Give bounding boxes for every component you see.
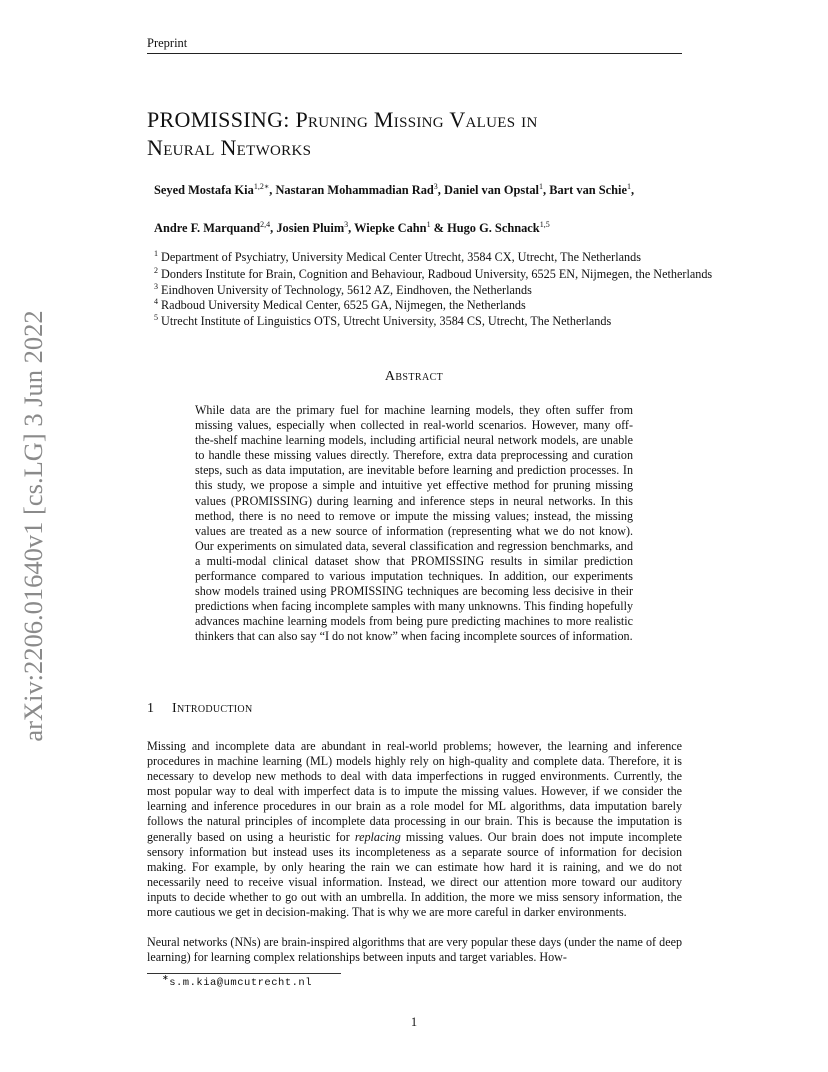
arxiv-stamp: arXiv:2206.01640v1 [cs.LG] 3 Jun 2022 bbox=[18, 310, 48, 742]
author-affil: 1,2 bbox=[253, 182, 264, 191]
abstract-heading: Abstract bbox=[384, 369, 444, 384]
page-number: 1 bbox=[410, 1015, 418, 1029]
author-affil: 3 bbox=[433, 182, 438, 191]
intro-paragraph-2: Neural networks (NNs) are brain-inspired algorithms that are very popular these days (under the name of deep learning) for learning complex relationships between inputs and target variables. How- bbox=[147, 935, 682, 965]
abstract-body: While data are the primary fuel for machine learning models, they often suffer from missing values, especially when collected in real-world scenarios. However, many off-the-shelf machine learning models, including artificial neural network models, are unable to handle these missing values directly. Therefore, extra data preprocessing and curation steps, such as data imputation, are inevitable before learning and prediction processes. In this study, we propose a simple and intuitive yet effective method for pruning missing values (PROMISSING) during learning and inference steps in neural networks. In this method, there is no need to remove or impute the missing values; instead, the missing values are treated as a new source of information (representing what we do not know). Our experiments on simulated data, several classification and regression benchmarks, and a multi-modal clinical dataset show that PROMISSING results in similar prediction performance compared to various imputation techniques. In addition, our experiments show models trained using PROMISSING techniques are becoming less decisive in their predictions when facing incomplete samples with many unknowns. This finding hopefully advances machine learning models from being pure predicting machines to more realistic thinkers that can also say “I do not know” when facing incomplete sources of information. bbox=[195, 403, 633, 644]
author-affil: 2,4 bbox=[260, 220, 271, 229]
title-line-2: Neural Networks bbox=[147, 135, 312, 160]
author-name: , Bart van Schie bbox=[543, 183, 627, 197]
author-name: & Hugo G. Schnack bbox=[430, 221, 540, 235]
paper-title bbox=[147, 106, 707, 162]
title-line-1: PROMISSING: Pruning Missing Values in bbox=[147, 107, 538, 132]
affiliation-text: Radboud University Medical Center, 6525 GA, Nijmegen, the Netherlands bbox=[161, 298, 526, 312]
header-rule bbox=[147, 53, 682, 54]
running-header: Preprint bbox=[147, 36, 188, 50]
affiliation bbox=[154, 298, 526, 313]
author-name: , Josien Pluim bbox=[270, 221, 345, 235]
corresponding-mark: ∗ bbox=[263, 182, 270, 191]
affiliation-number: 1 bbox=[154, 249, 158, 258]
author-sep: , bbox=[631, 183, 635, 197]
affiliation-text: Eindhoven University of Technology, 5612 AZ, Eindhoven, the Netherlands bbox=[161, 283, 532, 297]
intro-paragraph-1 bbox=[147, 739, 682, 920]
section-title: Introduction bbox=[172, 701, 253, 716]
author-affil: 3 bbox=[344, 220, 349, 229]
emphasis-text: replacing bbox=[354, 829, 401, 844]
author-line-1 bbox=[154, 183, 634, 198]
affiliation-number: 5 bbox=[154, 313, 158, 322]
section-number: 1 bbox=[147, 701, 154, 716]
paragraph-text: missing values. Our brain does not impute incomplete sensory information but instead uses its incompleteness as a separate source of information for decision making. For example, by only hearing the rain we can estimate how hard it is raining, and we do not necessarily need to receive visual information. Instead, we direct our attention more toward our auditory inputs to decide whether to go out with an umbrella. In addition, the more we miss sensory information, the more cautious we get in decision-making. That is why we are more careful in darker environments. bbox=[147, 829, 682, 920]
footnote-mark: ∗ bbox=[162, 973, 170, 982]
affiliation-number: 2 bbox=[154, 266, 158, 275]
author-name: , Wiepke Cahn bbox=[348, 221, 427, 235]
affiliation-number: 3 bbox=[154, 282, 158, 291]
affiliation bbox=[154, 267, 712, 282]
affiliation-text: Department of Psychiatry, University Medical Center Utrecht, 3584 CX, Utrecht, The Netherlands bbox=[161, 250, 641, 264]
paragraph-text: Missing and incomplete data are abundant in real-world problems; however, the learning and inference procedures in machine learning (ML) models highly rely on high-quality and complete data. Therefore, it is necessary to develop new methods to deal with data imperfections in rugged environments. Currently, the most popular way to deal with imperfect data is to impute the missing values. However, if we consider the learning and inference procedures in our brain as a role model for ML algorithms, data imputation barely follows the natural principles of incomplete data processing in our brain. This is because the imputation is generally based on using a heuristic for bbox=[147, 739, 682, 844]
author-affil: 1 bbox=[426, 220, 431, 229]
author-name: , Daniel van Opstal bbox=[437, 183, 540, 197]
author-name: Andre F. Marquand bbox=[154, 221, 261, 235]
author-name: , Nastaran Mohammadian Rad bbox=[269, 183, 434, 197]
affiliation bbox=[154, 250, 641, 265]
affiliation-text: Utrecht Institute of Linguistics OTS, Utrecht University, 3584 CS, Utrecht, The Netherlands bbox=[161, 314, 612, 328]
author-affil: 1,5 bbox=[539, 220, 550, 229]
footnote-email: s.m.kia@umcutrecht.nl bbox=[169, 977, 313, 989]
section-heading bbox=[147, 701, 252, 717]
author-affil: 1 bbox=[627, 182, 631, 191]
footnote bbox=[162, 973, 313, 989]
author-name: Seyed Mostafa Kia bbox=[154, 183, 254, 197]
affiliation bbox=[154, 314, 611, 329]
affiliation bbox=[154, 283, 532, 298]
footnote-rule bbox=[147, 973, 341, 974]
affiliation-number: 4 bbox=[154, 297, 158, 306]
author-affil: 1 bbox=[539, 182, 544, 191]
affiliation-text: Donders Institute for Brain, Cognition and Behaviour, Radboud University, 6525 EN, Nijmegen, the Netherlands bbox=[161, 267, 713, 281]
author-line-2 bbox=[154, 221, 550, 236]
